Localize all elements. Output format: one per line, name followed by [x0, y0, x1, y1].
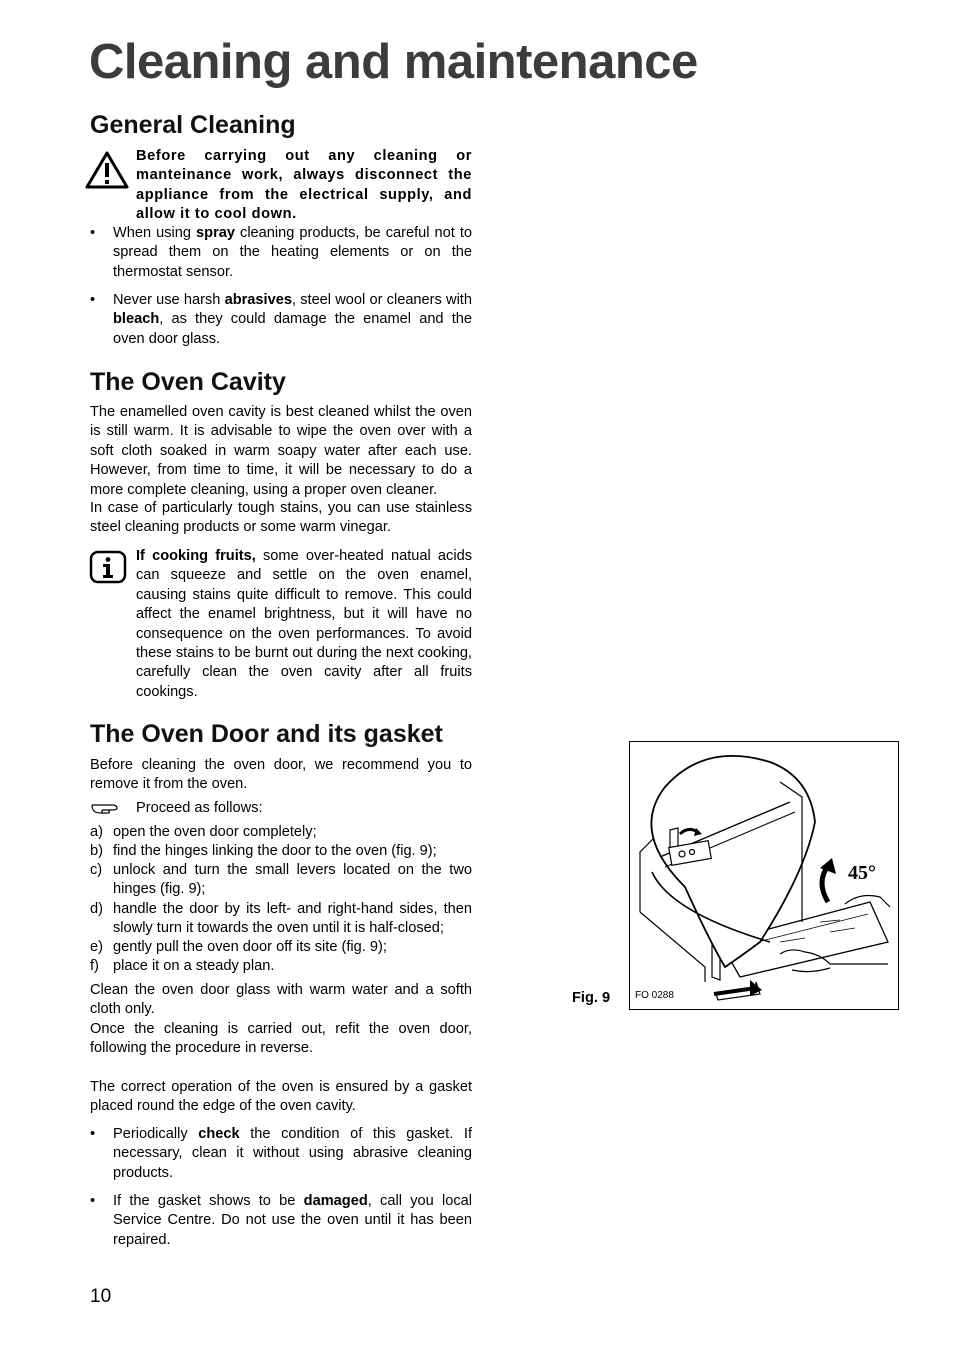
list-item: • If the gasket shows to be damaged, call you local Service Centre. Do not use the oven until it has been repaired. [90, 1193, 472, 1248]
list-item: a) open the oven door completely; [90, 824, 317, 840]
refit-paragraph: Once the cleaning is carried out, refit the oven door, following the procedure in reverse. [90, 1021, 472, 1057]
info-note: If cooking fruits, some over-heated natual acids can squeeze and settle on the oven enamel, causing stains quite difficult to remove. This could affect the enamel brightness, but it will have no consequence on the oven performances. To avoid these stains to be burnt out during the next cooking, carefully clean the oven cavity after all fruits cookings. [136, 548, 472, 700]
door-intro: Before cleaning the oven door, we recommend you to remove it from the oven. [90, 757, 472, 793]
list-item: • When using spray cleaning products, be careful not to spread them on the heating elements or on the thermostat sensor. [90, 225, 472, 280]
info-icon [89, 550, 127, 584]
list-item: c) unlock and turn the small levers located on the two hinges (fig. 9); [90, 862, 472, 898]
general-cleaning-heading: General Cleaning [90, 111, 296, 139]
warning-text: Before carrying out any cleaning or manteinance work, always disconnect the appliance from the electrical supply, and allow it to cool down. [136, 148, 472, 223]
list-item: e) gently pull the oven door off its site (fig. 9); [90, 939, 387, 955]
oven-cavity-heading: The Oven Cavity [90, 368, 286, 396]
proceed-text: Proceed as follows: [136, 800, 263, 816]
cavity-paragraph-2: In case of particularly tough stains, you can use stainless steel cleaning products or some warm vinegar. [90, 500, 472, 536]
figure-code: FO 0288 [635, 990, 674, 1001]
glass-paragraph: Clean the oven door glass with warm water and a softh cloth only. [90, 982, 472, 1018]
warning-icon [84, 150, 130, 190]
list-item: d) handle the door by its left- and right-hand sides, then slowly turn it towards the oven until it is half-closed; [90, 901, 472, 937]
list-item: f) place it on a steady plan. [90, 958, 275, 974]
list-item: b) find the hinges linking the door to the oven (fig. 9); [90, 843, 437, 859]
cavity-paragraph: The enamelled oven cavity is best cleaned whilst the oven is still warm. It is advisable to wipe the oven over with a soft cloth soaked in warm soapy water after each use. However, from time to time, it will be necessary to do a more complete cleaning, using a proper oven cleaner. [90, 404, 472, 498]
list-item: • Never use harsh abrasives, steel wool or cleaners with bleach, as they could damage the enamel and the oven door glass. [90, 292, 472, 347]
oven-door-heading: The Oven Door and its gasket [90, 720, 443, 748]
page-title: Cleaning and maintenance [89, 35, 698, 89]
figure-label: Fig. 9 [572, 990, 611, 1006]
pointing-hand-icon [90, 800, 120, 816]
gasket-paragraph: The correct operation of the oven is ensured by a gasket placed round the edge of the oven cavity. [90, 1079, 472, 1115]
list-item: • Periodically check the condition of this gasket. If necessary, clean it without using abrasive cleaning products. [90, 1126, 472, 1181]
angle-label: 45° [848, 862, 876, 884]
figure-oven-door [629, 741, 899, 1010]
page-number: 10 [90, 1286, 112, 1307]
